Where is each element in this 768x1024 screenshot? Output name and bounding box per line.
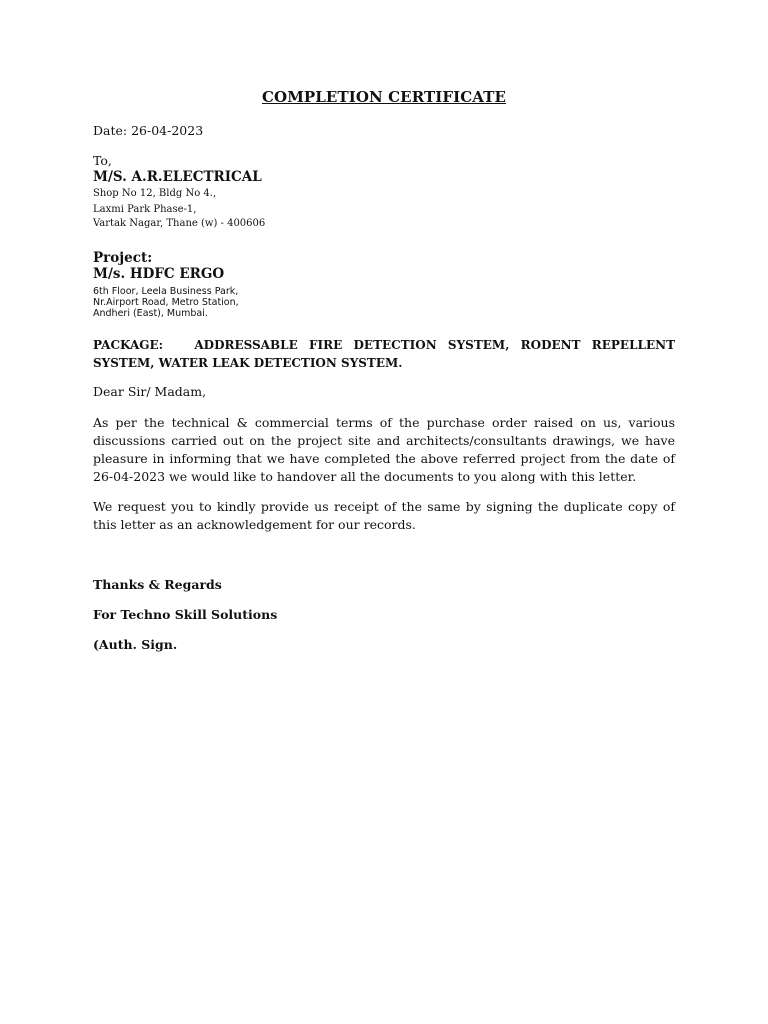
document-title: COMPLETION CERTIFICATE bbox=[261, 88, 507, 106]
project-label: Project: bbox=[93, 250, 153, 266]
closing-company: For Techno Skill Solutions bbox=[93, 607, 278, 622]
project-name: M/s. HDFC ERGO bbox=[93, 266, 225, 282]
addressee-address-line: Vartak Nagar, Thane (w) - 400606 bbox=[93, 218, 266, 229]
body-paragraph: As per the technical & commercial terms of the purchase order raised on us, various discussions carried out on the project site and architects/consultants drawings, we have pleasure in informing that we have completed the above referred project from the date of 26-04-2023 we would like to handover all the documents to you along with this letter. bbox=[93, 415, 675, 484]
package-label: PACKAGE: bbox=[93, 338, 164, 352]
closing-regards: Thanks & Regards bbox=[93, 577, 222, 592]
signature-line: (Auth. Sign. bbox=[93, 637, 178, 652]
salutation: Dear Sir/ Madam, bbox=[93, 384, 207, 399]
document-date: Date: 26-04-2023 bbox=[93, 123, 204, 138]
addressee-address-line: Shop No 12, Bldg No 4., bbox=[93, 188, 217, 199]
project-address-line: Nr.Airport Road, Metro Station, bbox=[93, 297, 239, 308]
to-label: To, bbox=[93, 153, 112, 168]
addressee-name: M/S. A.R.ELECTRICAL bbox=[93, 169, 262, 185]
project-address-line: Andheri (East), Mumbai. bbox=[93, 308, 208, 319]
addressee-address-line: Laxmi Park Phase-1, bbox=[93, 204, 197, 215]
body-paragraph: We request you to kindly provide us receipt of the same by signing the duplicate copy of this letter as an acknowledgement for our records. bbox=[93, 499, 675, 532]
project-address-line: 6th Floor, Leela Business Park, bbox=[93, 286, 239, 297]
package-description bbox=[93, 336, 675, 372]
package-text: ADDRESSABLE FIRE DETECTION SYSTEM, RODENT REPELLENT SYSTEM, WATER LEAK DETECTION SYSTEM. bbox=[93, 338, 675, 370]
